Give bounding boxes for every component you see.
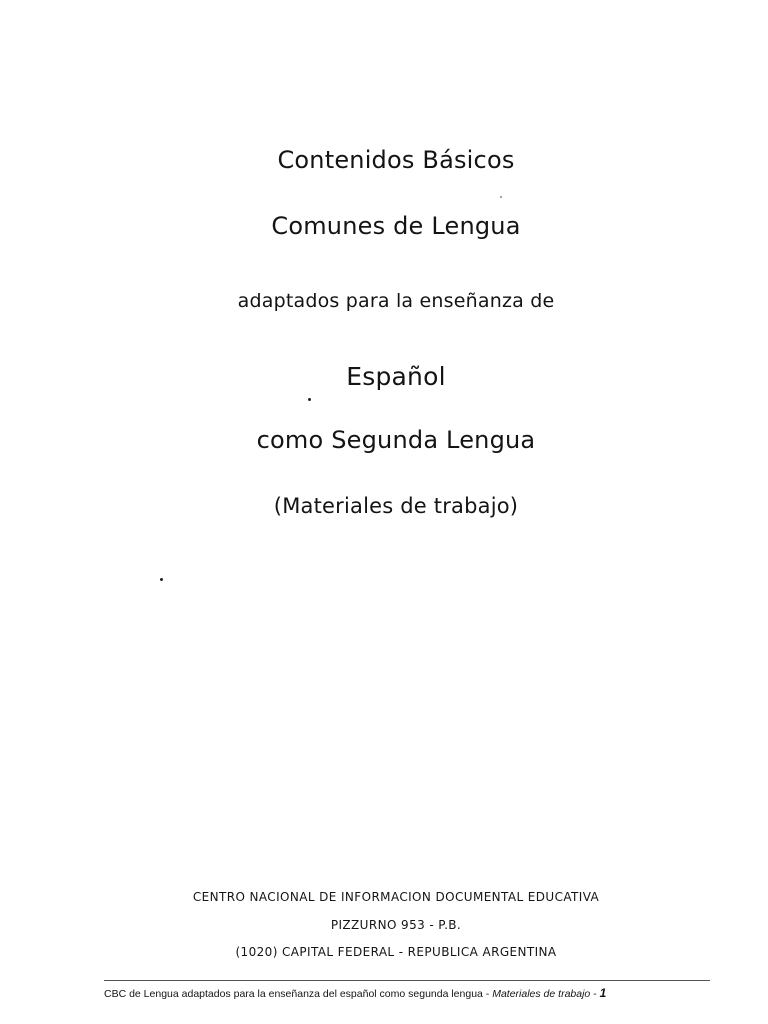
page-number: 1 bbox=[599, 986, 607, 1000]
title-line-segunda-lengua: como Segunda Lengua bbox=[256, 426, 536, 454]
scan-speck bbox=[500, 196, 502, 198]
stamp-line-city: (1020) CAPITAL FEDERAL - REPUBLICA ARGENTINA bbox=[235, 945, 557, 959]
footer-text: CBC de Lengua adaptados para la enseñanza del español como segunda lengua - bbox=[104, 988, 493, 1000]
footer-divider bbox=[104, 980, 710, 981]
footer-separator: - bbox=[590, 988, 600, 1000]
subtitle-line: adaptados para la enseñanza de bbox=[237, 290, 555, 312]
title-line-2: Comunes de Lengua bbox=[271, 212, 521, 240]
materials-note: (Materiales de trabajo) bbox=[273, 494, 519, 518]
scan-speck bbox=[160, 578, 163, 581]
title-line-espanol: Español bbox=[346, 362, 446, 391]
scan-speck bbox=[308, 398, 311, 401]
footer-italic-text: Materiales de trabajo bbox=[492, 988, 591, 1000]
stamp-line-address: PIZZURNO 953 - P.B. bbox=[330, 918, 462, 932]
stamp-line-institution: CENTRO NACIONAL DE INFORMACION DOCUMENTAL EDUCATIVA bbox=[192, 890, 600, 904]
page-footer bbox=[104, 986, 710, 1000]
title-line-1: Contenidos Básicos bbox=[277, 146, 515, 174]
